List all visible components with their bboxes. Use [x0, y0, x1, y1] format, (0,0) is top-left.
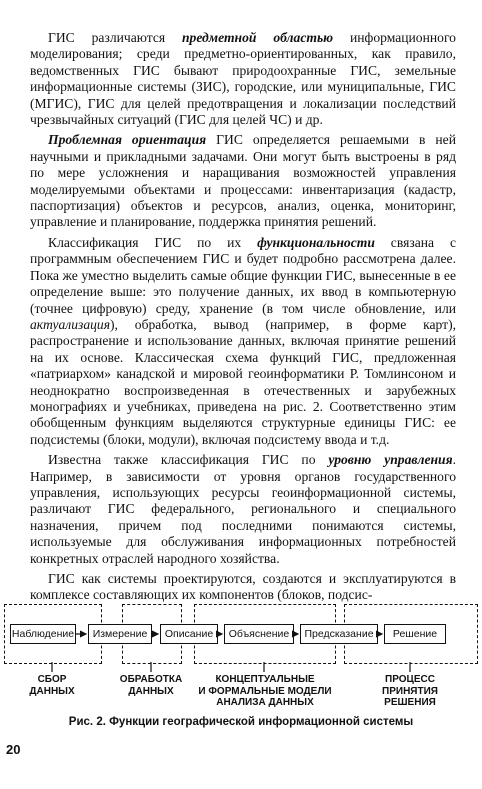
step-explanation: Объяснение: [224, 624, 294, 644]
step-measurement: Измерение: [88, 624, 152, 644]
emphasis-term: уровню управления: [328, 452, 453, 468]
group-label-line: КОНЦЕПТУАЛЬНЫЕ: [215, 674, 315, 685]
text-run: информационного моделирования; среди предметно-ориентированных, как правило, ведомственных ГИС бывают природоохранные ГИС, земельные информационные системы (ЗИС), городские, или муниципальные, ГИС (МГИС), ГИС для целей предотвращения и локализации последствий чрезвычайных ситуаций (ГИС для целей ЧС) и др.: [30, 30, 456, 128]
step-observation: Наблюдение: [10, 624, 76, 644]
group-label-line: ДАННЫХ: [128, 685, 174, 697]
step-decision: Решение: [384, 624, 446, 644]
paragraph-subject-area: [30, 30, 456, 128]
italic-term: актуализация: [30, 316, 111, 332]
emphasis-term: функциональности: [257, 234, 375, 250]
paragraph-management-level: [30, 452, 456, 567]
text-run: ), обработка, вывод (например, в форме карт), распространение и использование данных, включая принятие решений на их основе. Классическая схема функций ГИС, предложенная «патриархом» канадской и мировой геоинформатики Р. Томлинсоном и неоднократно воспроизведенная в отечественных и зарубежных монографиях и учебниках, приведена на рис. 2. Соответственно этим обобщенным функциям выделяются структурные единицы ГИС: ее подсистемы (блоки, модули), включая подсистему ввода и т.д.: [30, 316, 456, 447]
text-run: . Например, в зависимости от уровня органов государственного управления, использующих ресурсы геоинформационной системы, различают ГИС федерального, регионального и специального назначения, причем под последними понимаются системы, используемые для обслуживания информационных потребностей конкретных отраслей народного хозяйства.: [30, 452, 456, 566]
paragraph-problem-orientation: [30, 132, 456, 230]
group-label-line: ДАННЫХ: [29, 685, 75, 697]
group-label-models: [192, 674, 338, 709]
step-description: Описание: [160, 624, 218, 644]
figure-caption: Рис. 2. Функции географической информационной системы: [68, 716, 414, 728]
body-text: [30, 30, 456, 608]
gis-functions-diagram: [0, 598, 482, 708]
text-run: Классификация ГИС по их: [48, 234, 258, 250]
step-prediction: Предсказание: [300, 624, 378, 644]
text-run: ГИС различаются: [48, 30, 182, 45]
group-label-data-processing: [106, 674, 196, 697]
group-label-line: РЕШЕНИЯ: [384, 697, 436, 708]
group-label-decision: [364, 674, 456, 709]
group-label-data-collection: [12, 674, 92, 697]
group-label-line: И ФОРМАЛЬНЫЕ МОДЕЛИ: [198, 685, 332, 697]
group-label-line: СБОР: [37, 674, 67, 685]
emphasis-term: предметной областью: [182, 30, 334, 45]
paragraph-functionality: [30, 235, 456, 448]
group-label-line: ПРОЦЕСС: [385, 674, 435, 685]
group-label-line: АНАЛИЗА ДАННЫХ: [216, 697, 314, 708]
text-run: ГИС как системы проектируются, создаются и эксплуатируются в комплексе составляющих их компонентов (блоков, подсис-: [30, 571, 456, 603]
page-number: 20: [6, 742, 21, 757]
group-label-line: ОБРАБОТКА: [119, 674, 183, 685]
group-label-line: ПРИНЯТИЯ: [382, 685, 438, 697]
text-run: Известна также классификация ГИС по: [48, 452, 329, 468]
text-run: ГИС определяется решаемыми в ней научными и прикладными задачами. Они могут быть выстроены в ряд по мере усложнения и наращивания возможностей управления моделируемыми объектами и процессами: инвентаризация (кадастр, паспортизация) объектов и ресурсов, анализ, оценка, мониторинг, управление и планирование, поддержка принятия решений.: [30, 132, 456, 230]
text-run: связана с программным обеспечением ГИС и будет подробно рассмотрена далее. Пока же уместно выделить самые общие функции ГИС, вынесенные в ее определение выше: это получение данных, их ввод в компьютерную (точнее цифровую) среду, хранение (в том числе обновление, или: [30, 234, 456, 316]
emphasis-term: Проблемная ориентация: [48, 132, 207, 148]
